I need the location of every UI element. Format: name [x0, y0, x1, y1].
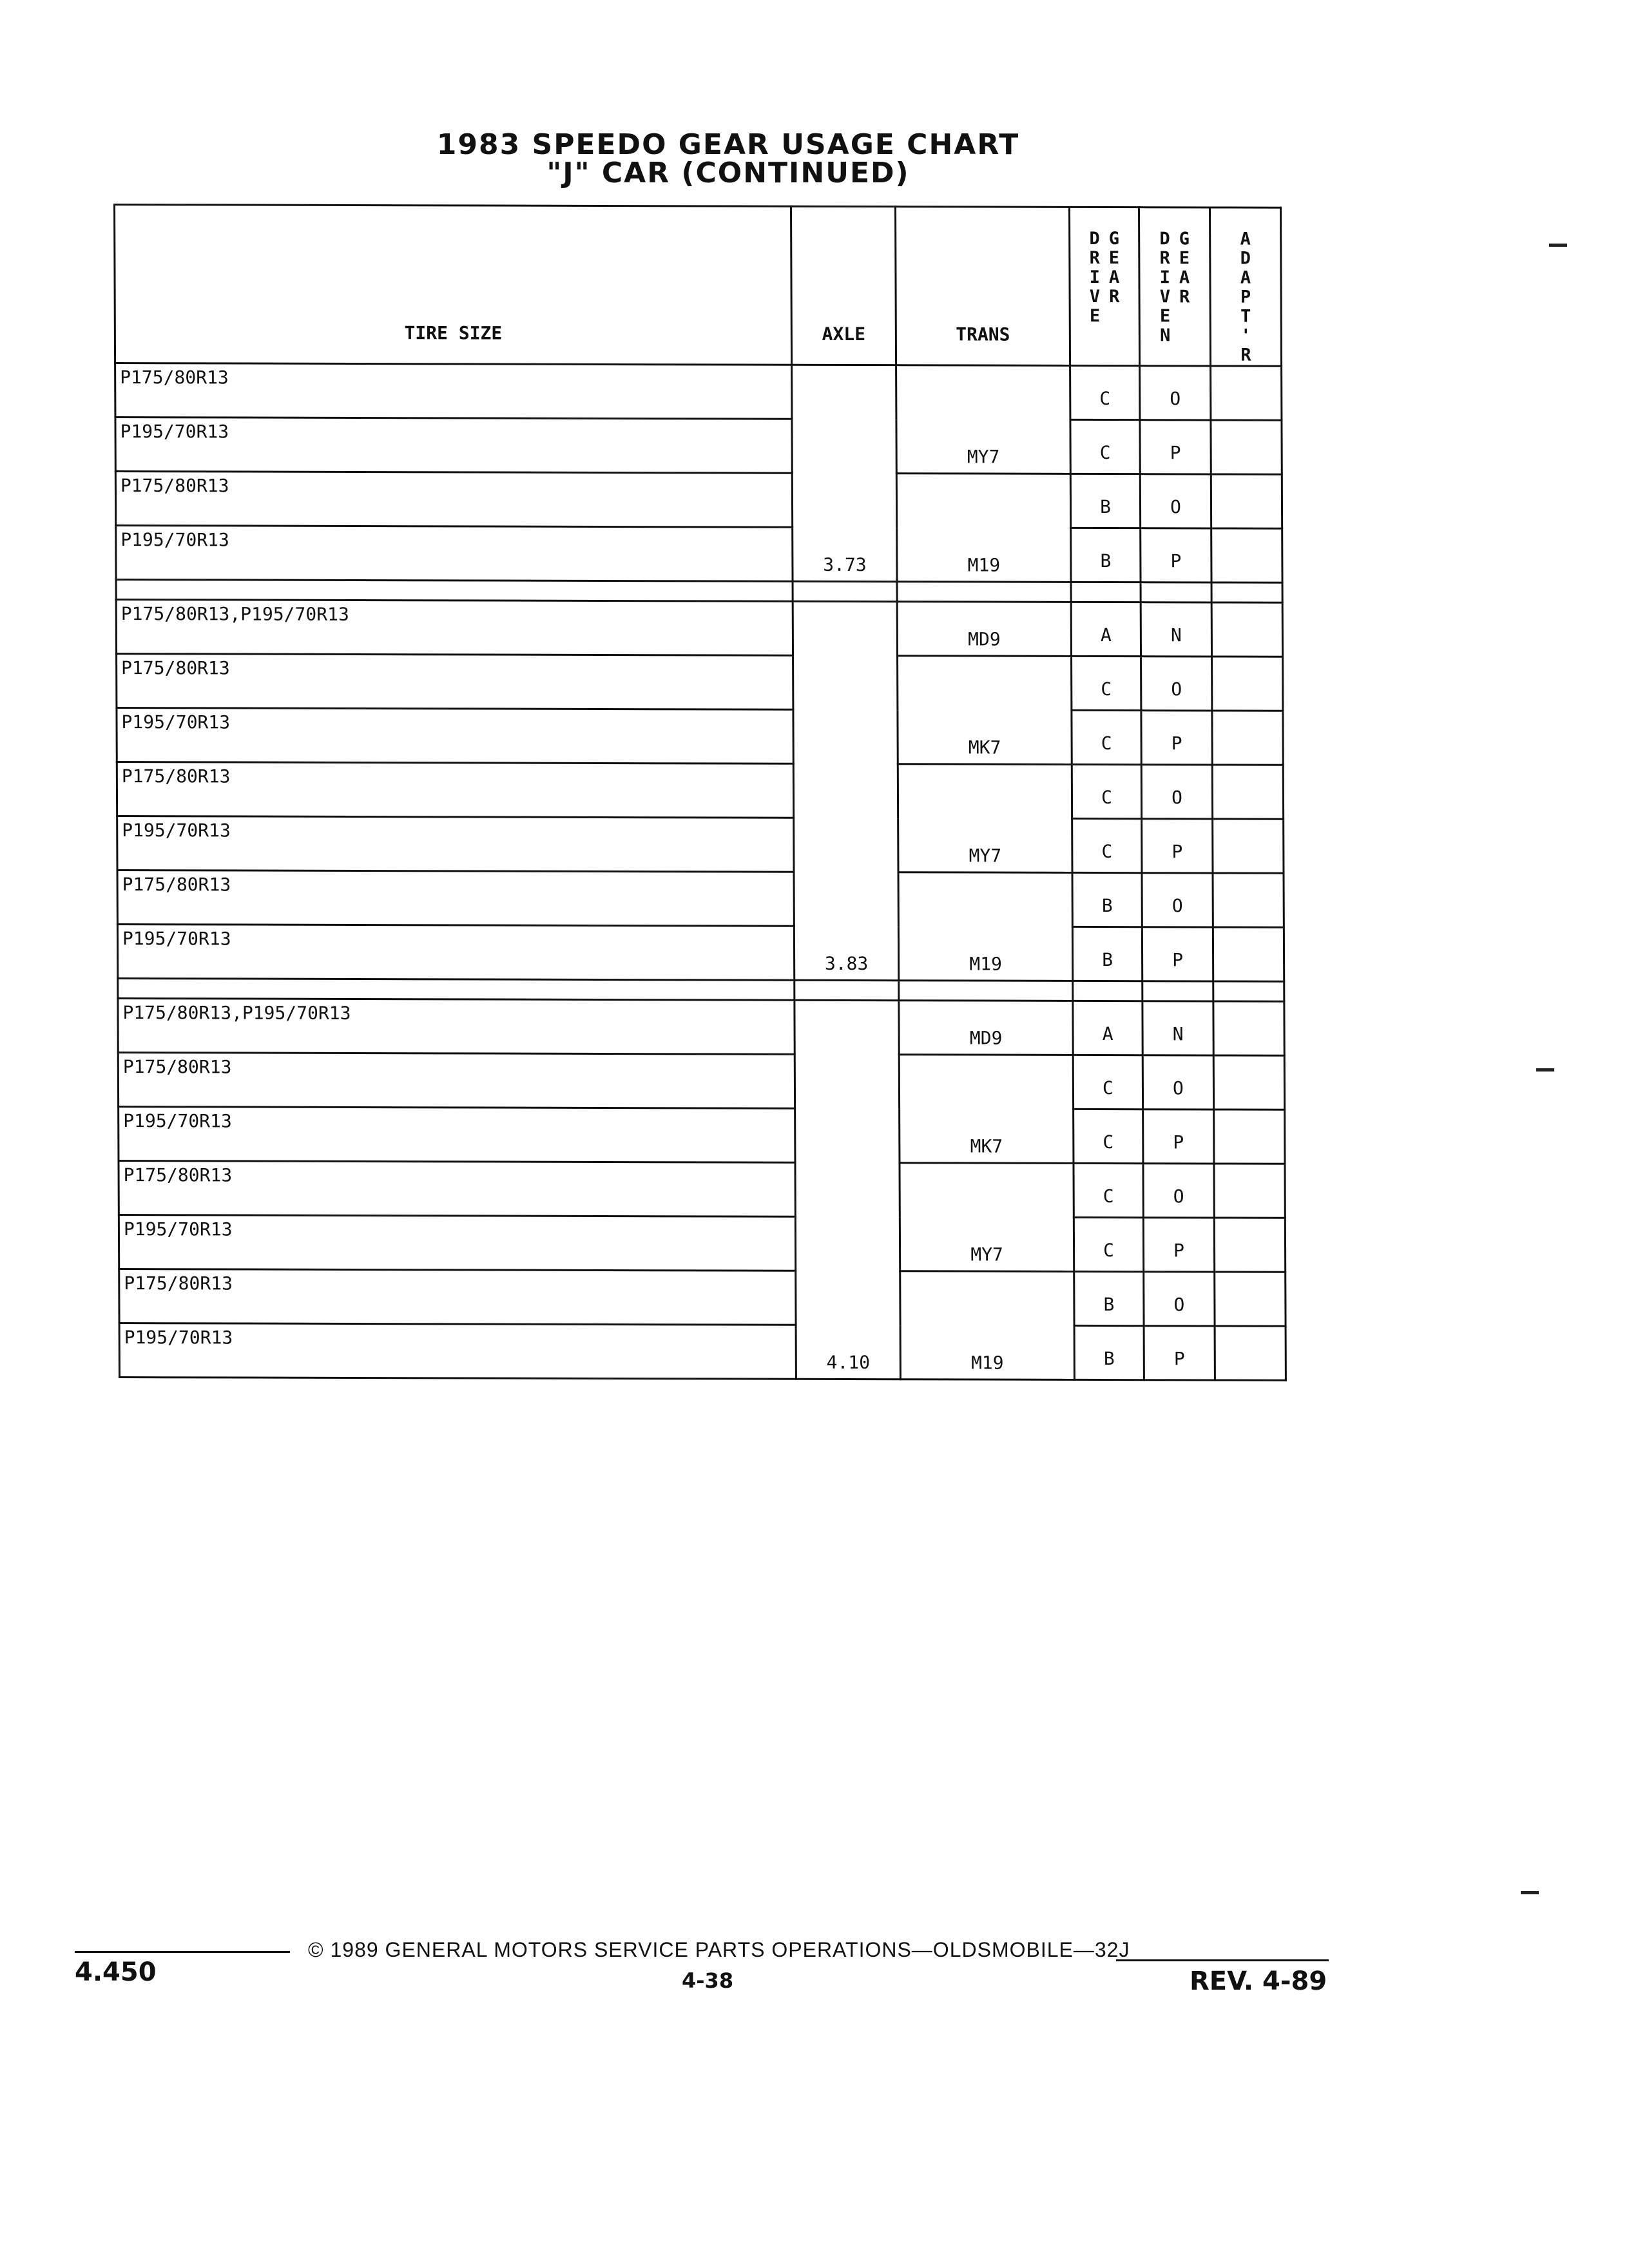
- margin-mark: [1521, 1891, 1539, 1894]
- driven-gear-cell: O: [1143, 1164, 1214, 1218]
- driven-gear-cell: O: [1140, 366, 1211, 420]
- tire-size-cell: P175/80R13: [117, 762, 793, 818]
- header-adaptor: [1210, 207, 1281, 366]
- table-row: [115, 363, 1282, 421]
- trans-cell: MK7: [899, 1055, 1074, 1164]
- trans-cell: MD9: [897, 602, 1071, 657]
- group-separator-row: [118, 979, 1284, 1002]
- margin-mark: [1536, 1068, 1554, 1072]
- drive-gear-cell: A: [1073, 1001, 1142, 1055]
- drive-gear-cell: C: [1074, 1217, 1143, 1271]
- driven-gear-cell: P: [1141, 528, 1211, 582]
- header-driven-gear: [1139, 207, 1210, 366]
- driven-gear-cell: P: [1142, 819, 1213, 873]
- tire-size-cell: P195/70R13: [117, 708, 793, 764]
- trans-cell: M19: [900, 1271, 1075, 1380]
- header-axle: AXLE: [791, 206, 896, 365]
- drive-gear-cell: B: [1074, 1271, 1144, 1325]
- separator-cell: [1141, 582, 1211, 602]
- driven-gear-cell: O: [1142, 1055, 1213, 1110]
- section-number: 4.450: [75, 1957, 157, 1987]
- driven-gear-cell: P: [1142, 927, 1213, 981]
- tire-size-cell: P175/80R13: [118, 1053, 795, 1109]
- margin-mark: [1549, 244, 1567, 247]
- tire-size-cell: P175/80R13: [115, 472, 792, 528]
- driven-gear-cell: N: [1142, 1001, 1213, 1055]
- header-vertical-word: A D A P T ' R: [1240, 229, 1251, 365]
- adaptor-cell: [1211, 474, 1282, 528]
- trans-cell: MY7: [896, 365, 1071, 474]
- header-vertical-word: G E A R: [1108, 229, 1120, 307]
- driven-gear-cell: P: [1141, 711, 1212, 765]
- tire-size-cell: P195/70R13: [119, 1107, 795, 1163]
- separator-cell: [1211, 582, 1282, 602]
- group-separator-row: [116, 580, 1282, 603]
- tire-size-cell: P175/80R13,P195/70R13: [118, 999, 795, 1055]
- adaptor-cell: [1214, 1218, 1285, 1272]
- driven-gear-cell: N: [1141, 602, 1211, 657]
- drive-gear-cell: C: [1072, 818, 1142, 872]
- header-driven-gear-text: [1159, 229, 1190, 345]
- adaptor-cell: [1213, 1055, 1284, 1110]
- chart-subtitle: "J" CAR (CONTINUED): [546, 157, 910, 189]
- header-vertical-word: G E A R: [1179, 229, 1190, 307]
- table-row: [119, 1107, 1285, 1164]
- page-number: 4-38: [682, 1968, 734, 1993]
- separator-cell: [1142, 981, 1213, 1001]
- axle-cell: 4.10: [795, 1000, 901, 1379]
- driven-gear-cell: O: [1141, 765, 1212, 819]
- tire-size-cell: P175/80R13: [117, 654, 793, 710]
- tire-size-cell: P175/80R13: [119, 1269, 796, 1325]
- header-vertical-word: D R I V E N: [1159, 229, 1171, 346]
- header-vertical-word: D R I V E: [1089, 228, 1101, 327]
- table-row: [119, 1323, 1286, 1381]
- table-row: [116, 600, 1282, 657]
- separator-cell: [1073, 981, 1142, 1001]
- header-drive-gear-text: [1089, 229, 1119, 326]
- adaptor-cell: [1213, 1001, 1284, 1055]
- table-row: [118, 999, 1284, 1056]
- adaptor-cell: [1211, 366, 1282, 420]
- speedo-gear-table: [113, 204, 1287, 1381]
- separator-cell: [897, 582, 1071, 602]
- driven-gear-cell: P: [1143, 1110, 1214, 1164]
- header-adaptor-text: [1240, 230, 1251, 365]
- separator-cell: [116, 580, 793, 602]
- tire-size-cell: P175/80R13,P195/70R13: [116, 600, 793, 656]
- separator-cell: [118, 979, 795, 1001]
- drive-gear-cell: B: [1072, 872, 1142, 927]
- table-row: [118, 1053, 1284, 1110]
- adaptor-cell: [1212, 657, 1283, 711]
- table-row: [119, 1269, 1286, 1327]
- drive-gear-cell: B: [1072, 927, 1142, 981]
- adaptor-cell: [1215, 1272, 1286, 1326]
- drive-gear-cell: C: [1074, 1163, 1143, 1217]
- tire-size-cell: P175/80R13: [119, 1161, 795, 1217]
- drive-gear-cell: C: [1072, 710, 1141, 764]
- revision-label: REV. 4-89: [1190, 1966, 1327, 1996]
- tire-size-cell: P195/70R13: [119, 1323, 796, 1379]
- adaptor-cell: [1211, 420, 1282, 474]
- footer-rule-right: [1116, 1959, 1329, 1961]
- driven-gear-cell: P: [1144, 1326, 1215, 1380]
- table-body: [115, 363, 1286, 1381]
- separator-cell: [793, 581, 897, 601]
- adaptor-cell: [1211, 528, 1282, 582]
- chart-title: 1983 SPEEDO GEAR USAGE CHART: [436, 128, 1020, 161]
- header-tire-size: TIRE SIZE: [115, 205, 792, 365]
- header-drive-gear: [1069, 207, 1139, 365]
- tire-size-cell: P195/70R13: [119, 1215, 795, 1271]
- adaptor-cell: [1212, 711, 1283, 765]
- driven-gear-cell: P: [1140, 420, 1211, 474]
- drive-gear-cell: B: [1070, 474, 1140, 528]
- separator-cell: [899, 981, 1073, 1001]
- footer-rule-left: [75, 1951, 290, 1953]
- header-row: [115, 205, 1282, 367]
- drive-gear-cell: C: [1070, 365, 1140, 419]
- adaptor-cell: [1212, 765, 1283, 819]
- adaptor-cell: [1213, 819, 1284, 873]
- tire-size-cell: P195/70R13: [115, 418, 792, 474]
- table-row: [115, 472, 1282, 529]
- table-row: [116, 526, 1282, 583]
- tire-size-cell: P195/70R13: [117, 816, 794, 872]
- tire-size-cell: P175/80R13: [115, 363, 792, 419]
- drive-gear-cell: C: [1072, 764, 1141, 818]
- drive-gear-cell: C: [1073, 1055, 1142, 1109]
- tire-size-cell: P195/70R13: [116, 526, 793, 582]
- adaptor-cell: [1215, 1326, 1286, 1380]
- driven-gear-cell: O: [1140, 474, 1211, 528]
- table-row: [117, 708, 1283, 765]
- driven-gear-cell: O: [1142, 873, 1213, 927]
- trans-cell: M19: [896, 474, 1071, 582]
- table-row: [119, 1215, 1285, 1273]
- drive-gear-cell: A: [1071, 602, 1141, 656]
- drive-gear-cell: B: [1074, 1325, 1144, 1379]
- trans-cell: MY7: [900, 1163, 1074, 1272]
- separator-cell: [1213, 981, 1284, 1001]
- tire-size-cell: P175/80R13: [117, 870, 794, 927]
- trans-cell: MD9: [899, 1001, 1073, 1055]
- drive-gear-cell: C: [1072, 656, 1141, 710]
- driven-gear-cell: O: [1141, 657, 1212, 711]
- trans-cell: M19: [898, 872, 1073, 981]
- separator-cell: [1071, 582, 1141, 602]
- adaptor-cell: [1214, 1110, 1285, 1164]
- adaptor-cell: [1213, 873, 1284, 927]
- tire-size-cell: P195/70R13: [117, 925, 794, 981]
- trans-cell: MK7: [898, 656, 1072, 765]
- adaptor-cell: [1214, 1164, 1285, 1218]
- drive-gear-cell: C: [1074, 1109, 1143, 1163]
- driven-gear-cell: O: [1144, 1272, 1215, 1326]
- table-row: [117, 762, 1283, 820]
- adaptor-cell: [1213, 927, 1284, 981]
- table-row: [119, 1161, 1285, 1218]
- table-row: [117, 816, 1284, 874]
- axle-cell: 3.73: [792, 365, 897, 581]
- table-row: [117, 870, 1284, 928]
- axle-cell: 3.83: [793, 601, 899, 980]
- separator-cell: [795, 980, 899, 1000]
- table-row: [117, 925, 1284, 982]
- drive-gear-cell: C: [1070, 419, 1140, 474]
- drive-gear-cell: B: [1071, 528, 1141, 582]
- adaptor-cell: [1211, 602, 1282, 657]
- copyright-notice: © 1989 GENERAL MOTORS SERVICE PARTS OPERATIONS—OLDSMOBILE—32J: [308, 1938, 1130, 1961]
- table-row: [115, 418, 1282, 475]
- trans-cell: MY7: [898, 764, 1072, 873]
- header-trans: TRANS: [895, 207, 1070, 366]
- table-row: [117, 654, 1283, 711]
- driven-gear-cell: P: [1143, 1218, 1214, 1272]
